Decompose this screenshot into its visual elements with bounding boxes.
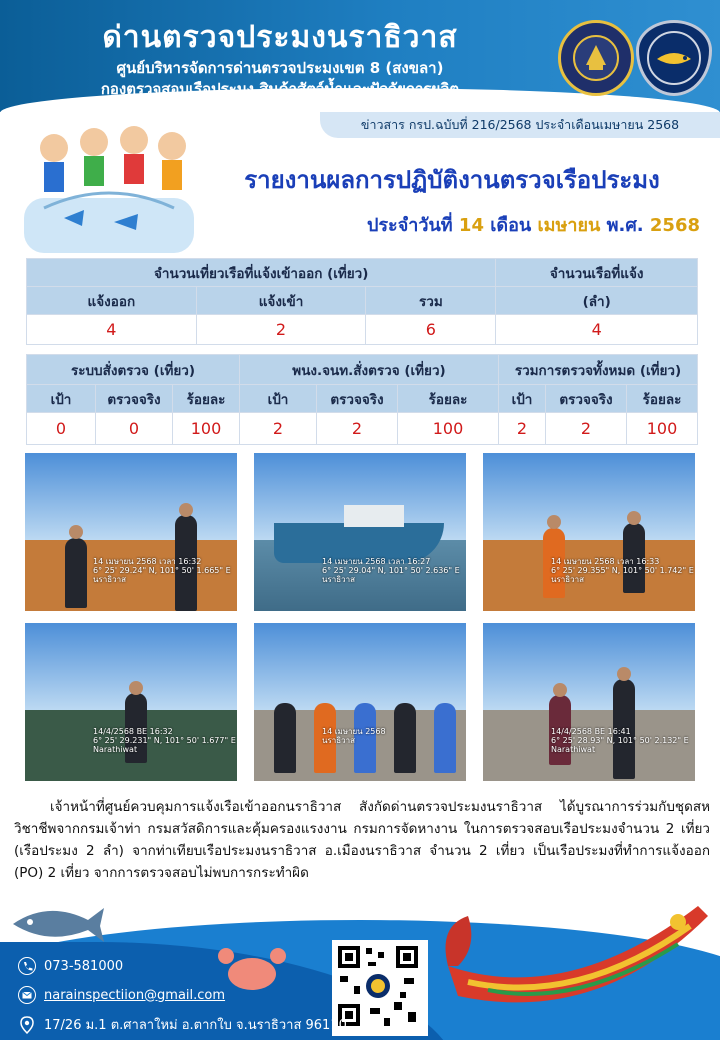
- total-percent: 100: [627, 413, 698, 445]
- email-icon: [18, 986, 36, 1004]
- page-title: ด่านตรวจประมงนราธิวาส: [102, 20, 458, 55]
- kolae-boat-illustration: [428, 886, 720, 1026]
- location-pin-icon: [18, 1016, 36, 1034]
- value-notify-out: 4: [27, 315, 197, 345]
- page-subtitle-1: ศูนย์บริหารจัดการด่านตรวจประมงเขต 8 (สงขลา): [116, 59, 444, 77]
- date-year-prefix: พ.ศ.: [606, 215, 644, 236]
- officer-actual: 2: [317, 413, 398, 445]
- date-month-prefix: เดือน: [490, 215, 532, 236]
- inspection-photo-5: [254, 623, 466, 781]
- fish-illustration: [8, 898, 108, 948]
- report-body-paragraph: เจ้าหน้าที่ศูนย์ควบคุมการแจ้งเรือเข้าออกนราธิวาส สังกัดด่านตรวจประมงนราธิวาส ได้บูรณาการร่วมกับชุดสหวิชาชีพจากกรมเจ้าท่า กรมสวัสดิการและคุ้มครองแรงงาน กรมการจัดหางาน ในการตรวจสอบเรือประมงจำนวน 2 เที่ยว (เรือประมง 2 ลำ) จากท่าเทียบเรือประมงนราธิวาส อ.เมืองนราธิวาส จำนวน 2 เที่ยว เป็นเรือประมงที่ทำการแจ้งออก (PO) 2 เที่ยว จากการตรวจสอบไม่พบการกระทำผิด: [14, 799, 710, 881]
- photo-stamp: 14/4/2568 BE 16:41 6° 25' 28.93" N, 101° 50' 2.132" E Narathiwat: [551, 727, 689, 754]
- report-body-text: [14, 796, 710, 884]
- inspection-photo-3: [483, 453, 695, 611]
- header-trips: จำนวนเที่ยวเรือที่แจ้งเข้าออก (เที่ยว): [27, 259, 496, 287]
- photo-stamp: 14 เมษายน 2568 เวลา 16:32 6° 25' 29.24" N, 101° 50' 1.665" E นราธิวาส: [93, 557, 231, 584]
- date-day: 14: [458, 215, 484, 236]
- total-actual: 2: [546, 413, 627, 445]
- col-notify-out: แจ้งออก: [27, 287, 197, 315]
- photo-stamp: 14 เมษายน 2568 นราธิวาส: [322, 727, 386, 745]
- report-date: [280, 210, 700, 239]
- col-notify-in: แจ้งเข้า: [196, 287, 366, 315]
- email-link[interactable]: narainspectiion@gmail.com: [44, 987, 226, 1003]
- col-target: เป้า: [27, 385, 96, 413]
- col-actual: ตรวจจริง: [317, 385, 398, 413]
- page-subtitle-2: กองตรวจสอบเรือประมง สินค้าสัตว์น้ำและปัจจัยการผลิต: [100, 80, 460, 98]
- total-target: 2: [499, 413, 546, 445]
- group-total-inspections: รวมการตรวจทั้งหมด (เที่ยว): [499, 355, 698, 385]
- system-percent: 100: [173, 413, 240, 445]
- contact-phone: [18, 957, 123, 975]
- col-actual: ตรวจจริง: [96, 385, 173, 413]
- col-percent: ร้อยละ: [398, 385, 499, 413]
- col-boats-unit: (ลำ): [496, 287, 698, 315]
- inspection-photo-6: [483, 623, 695, 781]
- report-title: รายงานผลการปฏิบัติงานตรวจเรือประมง: [244, 166, 660, 194]
- phone-icon: [18, 957, 36, 975]
- col-target: เป้า: [499, 385, 546, 413]
- officer-target: 2: [240, 413, 317, 445]
- date-prefix: ประจำวันที่: [366, 215, 453, 236]
- header-boats: จำนวนเรือที่แจ้ง: [496, 259, 698, 287]
- col-total: รวม: [366, 287, 496, 315]
- value-boats: 4: [496, 315, 698, 345]
- phone-number: 073-581000: [44, 958, 124, 974]
- system-target: 0: [27, 413, 96, 445]
- date-month: เมษายน: [537, 215, 601, 236]
- photo-stamp: 14 เมษายน 2568 เวลา 16:27 6° 25' 29.04" N, 101° 50' 2.636" E นราธิวาส: [322, 557, 460, 584]
- inspection-photo-2: [254, 453, 466, 611]
- contact-email[interactable]: [18, 986, 225, 1004]
- col-percent: ร้อยละ: [627, 385, 698, 413]
- contact-address: [18, 1014, 347, 1035]
- photo-stamp: 14 เมษายน 2568 เวลา 16:33 6° 25' 29.355" N, 101° 50' 1.742" E นราธิวาส: [551, 557, 694, 584]
- col-target: เป้า: [240, 385, 317, 413]
- date-year: 2568: [649, 215, 700, 236]
- system-actual: 0: [96, 413, 173, 445]
- group-officer-ordered: พนง.จนท.สั่งตรวจ (เที่ยว): [240, 355, 499, 385]
- news-bulletin-bar: ข่าวสาร กรป.ฉบับที่ 216/2568 ประจำเดือนเมษายน 2568: [320, 112, 720, 138]
- value-notify-in: 2: [196, 315, 366, 345]
- fishery-inspection-logo: [636, 20, 712, 96]
- col-percent: ร้อยละ: [173, 385, 240, 413]
- department-seal-logo: [558, 20, 634, 96]
- col-actual: ตรวจจริง: [546, 385, 627, 413]
- photo-stamp: 14/4/2568 BE 16:32 6° 25' 29.231" N, 101° 50' 1.677" E Narathiwat: [93, 727, 236, 754]
- fishermen-illustration: [24, 118, 194, 253]
- trip-notification-table: [26, 258, 698, 345]
- address-text: 17/26 ม.1 ต.ศาลาใหม่ อ.ตากใบ จ.นราธิวาส 96110: [44, 1018, 347, 1033]
- group-system-ordered: ระบบสั่งตรวจ (เที่ยว): [27, 355, 240, 385]
- inspection-photo-1: [25, 453, 237, 611]
- inspection-photo-4: [25, 623, 237, 781]
- officer-percent: 100: [398, 413, 499, 445]
- inspection-summary-table: [26, 354, 698, 445]
- value-total: 6: [366, 315, 496, 345]
